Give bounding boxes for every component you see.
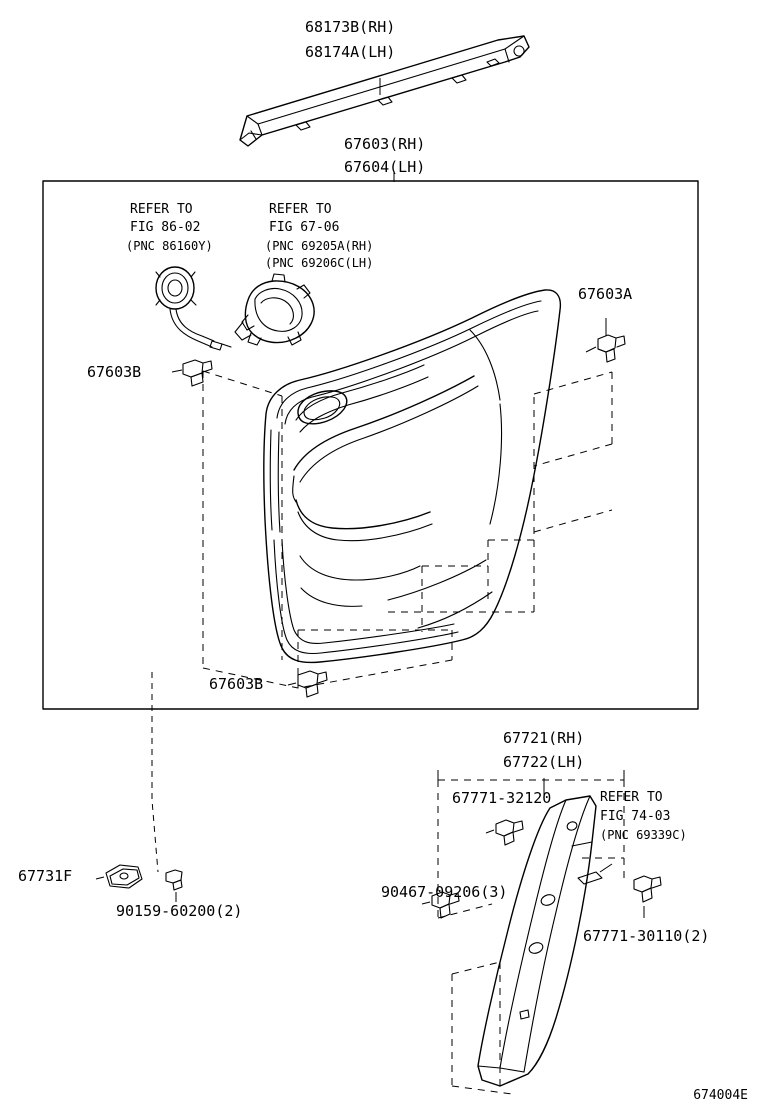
label-garnish-lh: 67722(LH) [503, 753, 585, 771]
bracket-67731f-art [96, 672, 158, 888]
refer-67-06-line1: REFER TO [269, 202, 332, 217]
clip-67603b-lower-art [298, 671, 327, 697]
refer-86-02-line2: FIG 86-02 [130, 220, 201, 235]
clip-67603b-upper-art [183, 360, 212, 386]
label-door-trim-rh: 67603(RH) [344, 135, 426, 153]
refer-67-06-line4: (PNC 69206C(LH) [265, 256, 374, 270]
label-belt-moulding-rh: 68173B(RH) [305, 18, 396, 36]
panel-dashed-lines [203, 371, 612, 688]
label-67771-30110: 67771-30110(2) [583, 927, 710, 945]
garnish-art [478, 796, 596, 1086]
label-67731f: 67731F [18, 867, 73, 885]
screw-90159-60200-art [166, 870, 182, 902]
speaker-art [156, 267, 231, 350]
clip-67603a-art [598, 335, 625, 362]
label-door-trim-lh: 67604(LH) [344, 158, 426, 176]
label-90159-60200: 90159-60200(2) [116, 902, 243, 920]
refer-67-06-line3: (PNC 69205A(RH) [265, 239, 374, 253]
label-67603b-upper: 67603B [87, 363, 142, 381]
refer-86-02-line1: REFER TO [130, 202, 193, 217]
clip-leader-lines [172, 318, 606, 685]
refer-74-03-line1: REFER TO [600, 790, 663, 805]
label-90467-09206: 90467-09206(3) [381, 883, 508, 901]
refer-86-02-line3: (PNC 86160Y) [126, 239, 213, 253]
refer-74-03-line3: (PNC 69339C) [600, 828, 687, 842]
label-garnish-rh: 67721(RH) [503, 729, 585, 747]
label-belt-moulding-lh: 68174A(LH) [305, 43, 396, 61]
diagram-code: 674004E [693, 1088, 748, 1103]
refer-74-03-line2: FIG 74-03 [600, 809, 671, 824]
label-67603b-lower: 67603B [209, 675, 264, 693]
door-trim-panel-art [264, 290, 560, 663]
refer-67-06-line2: FIG 67-06 [269, 220, 340, 235]
door-handle-art [235, 274, 314, 345]
label-67603a: 67603A [578, 285, 633, 303]
label-67771-32120: 67771-32120 [452, 789, 552, 807]
